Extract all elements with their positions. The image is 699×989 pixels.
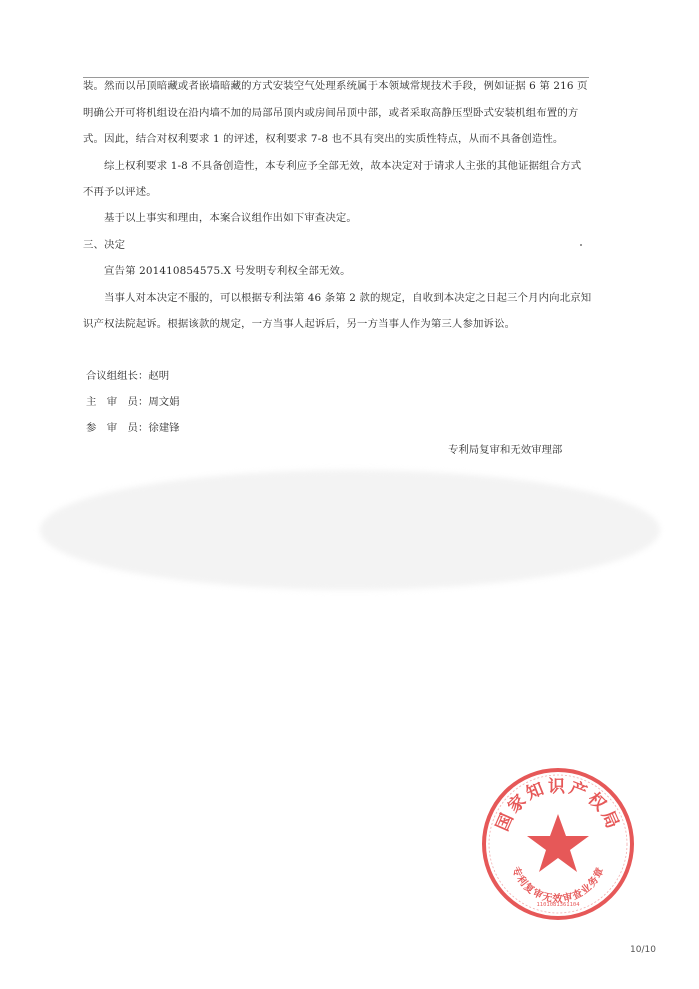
svg-text:专利复审无效审查业务章: [509, 865, 607, 905]
paragraph-line: 基于以上事实和理由，本案合议组作出如下审查决定。: [104, 212, 357, 224]
star-icon: [527, 814, 589, 872]
scan-artifact: [40, 470, 660, 590]
paragraph-line: 识产权法院起诉。根据该款的规定，一方当事人起诉后，另一方当事人作为第三人参加诉讼。: [83, 318, 516, 330]
issuing-organization: 专利局复审和无效审理部: [448, 444, 563, 456]
paragraph-line: 综上权利要求 1-8 不具备创造性，本专利应予全部无效，故本决定对于请求人主张的其他证据组合方式: [104, 160, 582, 172]
seal-serial: 1101081361104: [536, 902, 580, 908]
paragraph-line: 宣告第 201410854575.X 号发明专利权全部无效。: [104, 265, 351, 277]
paragraph-line: 装。然而以吊顶暗藏或者嵌墙暗藏的方式安装空气处理系统属于本领域常规技术手段，例如证据 6 第 216 页: [83, 80, 588, 92]
section-heading: 三、决定: [83, 239, 126, 251]
page-number: 10/10: [630, 945, 656, 955]
seal-bottom-text: 专利复审无效审查业务章: [509, 865, 607, 905]
paragraph-line: 当事人对本决定不服的，可以根据专利法第 46 条第 2 款的规定，自收到本决定之日起三个月内向北京知: [104, 292, 592, 304]
paragraph-line: 明确公开可将机组设在沿内墙不加的局部吊顶内或房间吊顶中部，或者采取高静压型卧式安装机组布置的方: [83, 107, 579, 119]
panel-leader: 合议组组长：赵明: [86, 370, 170, 382]
official-seal: [480, 766, 636, 922]
paragraph-line: 式。因此，结合对权利要求 1 的评述，权利要求 7-8 也不具有突出的实质性特点，从而不具备创造性。: [83, 133, 564, 145]
panel-chief-examiner: 主 审 员：周文娟: [86, 396, 180, 408]
panel-participant: 参 审 员：徐建锋: [86, 422, 180, 434]
paragraph-line: 不再予以评述。: [83, 186, 157, 198]
seal-top-text: 国家知识产权局: [492, 777, 624, 835]
